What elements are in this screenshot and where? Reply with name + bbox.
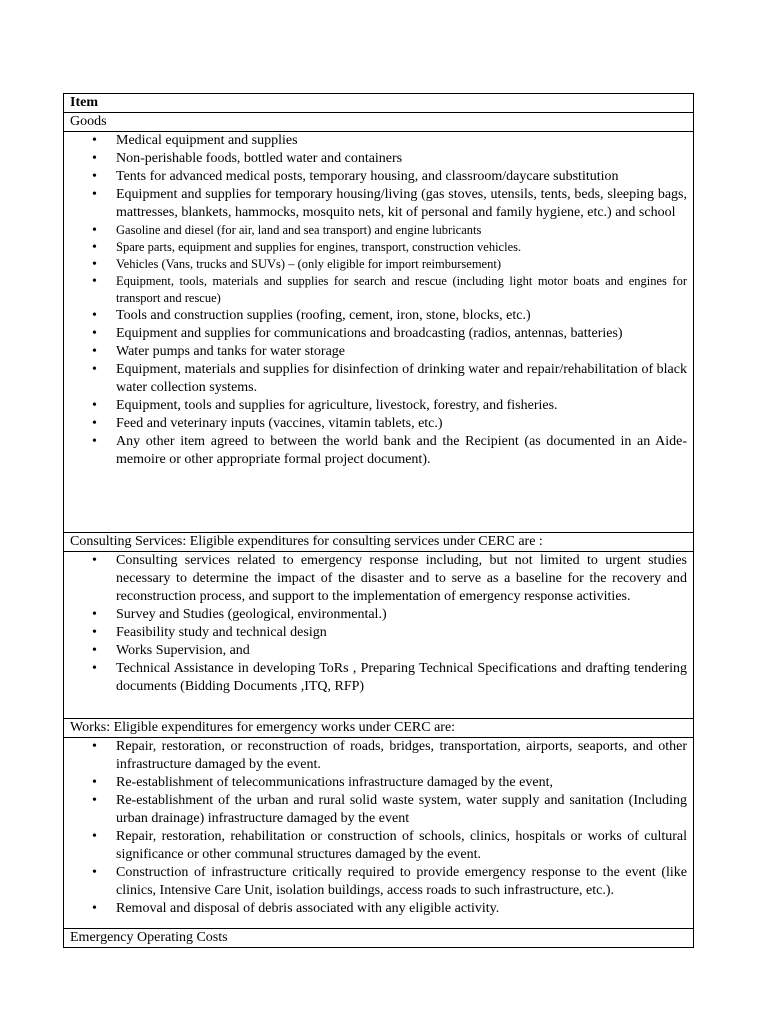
list-item: • Tents for advanced medical posts, temporary housing, and classroom/daycare substitution xyxy=(116,168,687,186)
table-header-item: Item xyxy=(64,94,694,113)
list-item: • Works Supervision, and xyxy=(116,642,687,660)
list-item: • Equipment, tools, materials and supplies for search and rescue (including light motor boats and engines for transport and rescue) xyxy=(116,273,687,307)
list-item: • Any other item agreed to between the world bank and the Recipient (as documented in an Aide-memoire or other appropriate formal project document). xyxy=(116,433,687,469)
list-item: • Feasibility study and technical design xyxy=(116,624,687,642)
list-item: • Spare parts, equipment and supplies for engines, transport, construction vehicles. xyxy=(116,239,687,256)
consulting-list-cell xyxy=(64,552,694,719)
list-item: • Tools and construction supplies (roofing, cement, iron, stone, blocks, etc.) xyxy=(116,307,687,325)
list-item: • Construction of infrastructure critically required to provide emergency response to the event (like clinics, Intensive Care Unit, isolation buildings, access roads to such infrastructure, etc.). xyxy=(116,864,687,900)
list-item: • Re-establishment of the urban and rural solid waste system, water supply and sanitation (Including urban drainage) infrastructure damaged by the event xyxy=(116,792,687,828)
list-item: • Removal and disposal of debris associated with any eligible activity. xyxy=(116,900,687,918)
goods-list xyxy=(70,132,687,469)
list-item: • Water pumps and tanks for water storage xyxy=(116,343,687,361)
list-item: • Gasoline and diesel (for air, land and sea transport) and engine lubricants xyxy=(116,222,687,239)
list-item: • Survey and Studies (geological, environmental.) xyxy=(116,606,687,624)
works-list xyxy=(70,738,687,918)
goods-heading: Goods xyxy=(64,113,694,132)
list-item: • Equipment and supplies for communications and broadcasting (radios, antennas, batteries) xyxy=(116,325,687,343)
works-list-cell xyxy=(64,738,694,929)
list-item: • Medical equipment and supplies xyxy=(116,132,687,150)
list-item: • Non-perishable foods, bottled water and containers xyxy=(116,150,687,168)
list-item: • Repair, restoration, rehabilitation or construction of schools, clinics, hospitals or works of cultural significance or other communal structures damaged by the event. xyxy=(116,828,687,864)
consulting-heading: Consulting Services: Eligible expenditures for consulting services under CERC are : xyxy=(64,533,694,552)
list-item: • Re-establishment of telecommunications infrastructure damaged by the event, xyxy=(116,774,687,792)
list-item: • Feed and veterinary inputs (vaccines, vitamin tablets, etc.) xyxy=(116,415,687,433)
list-item: • Repair, restoration, or reconstruction of roads, bridges, transportation, airports, seaports, and other infrastructure damaged by the event. xyxy=(116,738,687,774)
list-item: • Equipment and supplies for temporary housing/living (gas stoves, utensils, tents, beds, sleeping bags, mattresses, blankets, hammocks, mosquito nets, kit of personal and family hygiene, etc.) and school xyxy=(116,186,687,222)
list-item: • Equipment, materials and supplies for disinfection of drinking water and repair/rehabilitation of black water collection systems. xyxy=(116,361,687,397)
list-item: • Technical Assistance in developing ToRs , Preparing Technical Specifications and drafting tendering documents (Bidding Documents ,ITQ, RFP) xyxy=(116,660,687,696)
goods-list-cell xyxy=(64,132,694,533)
emergency-operating-costs-heading: Emergency Operating Costs xyxy=(64,929,694,948)
list-item: • Consulting services related to emergency response including, but not limited to urgent studies necessary to determine the impact of the disaster and to serve as a baseline for the recovery and reconstruction process, and support to the implementation of emergency response activities. xyxy=(116,552,687,606)
consulting-list xyxy=(70,552,687,696)
eligible-items-table xyxy=(63,93,694,948)
works-heading: Works: Eligible expenditures for emergency works under CERC are: xyxy=(64,719,694,738)
list-item: • Equipment, tools and supplies for agriculture, livestock, forestry, and fisheries. xyxy=(116,397,687,415)
list-item: • Vehicles (Vans, trucks and SUVs) – (only eligible for import reimbursement) xyxy=(116,256,687,273)
